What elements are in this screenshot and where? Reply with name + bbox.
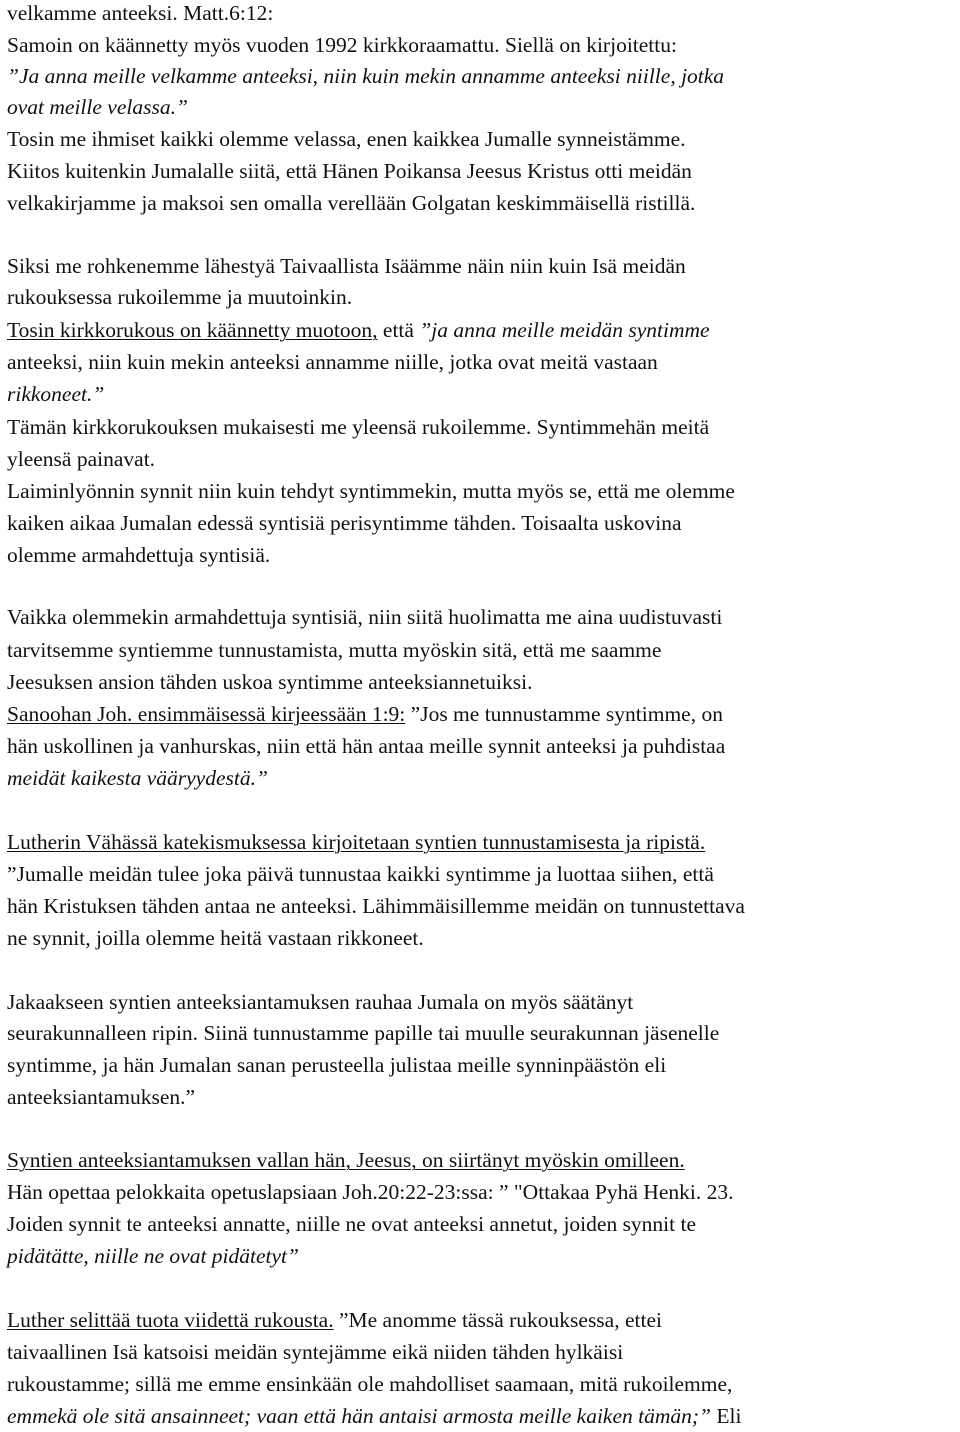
underlined-text: Lutherin Vähässä katekismuksessa kirjoitetaan syntien tunnustamisesta ja ripistä.: [7, 830, 706, 854]
quoted-text: emmekä ole sitä ansainneet; vaan että hän antaisi armosta meille kaiken tämän;”: [7, 1404, 711, 1428]
text-segment: Jeesuksen ansion tähden uskoa syntimme anteeksiannetuiksi.: [7, 670, 533, 694]
text-line: [7, 3, 273, 25]
text-segment: ”Me anomme tässä rukouksessa, ettei: [333, 1308, 662, 1332]
text-line: [7, 928, 424, 950]
text-line: [7, 1374, 732, 1396]
text-segment: Eli: [711, 1404, 742, 1428]
text-line: [7, 352, 658, 374]
text-line: [7, 1246, 299, 1268]
text-segment: Tämän kirkkorukouksen mukaisesti me yleensä rukoilemme. Syntimmehän meitä: [7, 415, 710, 439]
text-line: [7, 896, 745, 918]
text-line: [7, 1087, 195, 1109]
text-segment: tarvitsemme syntiemme tunnustamista, mutta myöskin sitä, että me saamme: [7, 638, 662, 662]
text-segment: Jakaakseen syntien anteeksiantamuksen rauhaa Jumala on myös säätänyt: [7, 990, 634, 1014]
text-segment: hän uskollinen ja vanhurskas, niin että hän antaa meille synnit anteeksi ja puhdistaa: [7, 734, 726, 758]
text-line: [7, 287, 352, 309]
text-segment: Vaikka olemmekin armahdettuja syntisiä, niin siitä huolimatta me aina uudistuvasti: [7, 605, 723, 629]
text-segment: rukoustamme; sillä me emme ensinkään ole mahdolliset saamaan, mitä rukoilemme,: [7, 1372, 733, 1396]
text-line: [7, 545, 270, 567]
text-line: [7, 256, 686, 278]
text-line: [7, 704, 723, 726]
text-line: [7, 35, 677, 57]
text-segment: Hän opettaa pelokkaita opetuslapsiaan Joh.20:22-23:ssa: ” "Ottakaa Pyhä Henki. 23.: [7, 1180, 734, 1204]
text-segment: Joiden synnit te anteeksi annatte, niille ne ovat anteeksi annetut, joiden synnit te: [7, 1212, 697, 1236]
text-line: [7, 129, 686, 151]
text-segment: velkakirjamme ja maksoi sen omalla verellään Golgatan keskimmäisellä ristillä.: [7, 191, 696, 215]
underlined-text: Luther selittää tuota viidettä rukousta.: [7, 1308, 334, 1332]
text-segment: kaiken aikaa Jumalan edessä syntisiä perisyntimme tähden. Toisaalta uskovina: [7, 511, 682, 535]
underlined-text: Tosin kirkkorukous on käännetty muotoon,: [7, 318, 378, 342]
text-segment: ”Jumalle meidän tulee joka päivä tunnustaa kaikki syntimme ja luottaa siihen, että: [7, 862, 714, 886]
underlined-text: Sanoohan Joh. ensimmäisessä kirjeessään 1:9:: [7, 702, 406, 726]
text-segment: ”Jos me tunnustamme syntimme, on: [405, 702, 723, 726]
text-segment: syntimme, ja hän Jumalan sanan perusteella julistaa meille synninpäästön eli: [7, 1053, 667, 1077]
text-segment: että: [377, 318, 420, 342]
quoted-text: ”Ja anna meille velkamme anteeksi, niin kuin mekin annamme anteeksi niille, jotka: [7, 64, 725, 88]
text-line: [7, 640, 661, 662]
text-line: [7, 1406, 741, 1428]
text-line: [7, 384, 104, 406]
text-line: [7, 97, 188, 119]
text-segment: Siksi me rohkenemme lähestyä Taivaallista Isäämme näin niin kuin Isä meidän: [7, 254, 686, 278]
text-line: [7, 161, 692, 183]
text-line: [7, 607, 722, 629]
text-segment: ne synnit, joilla olemme heitä vastaan rikkoneet.: [7, 926, 424, 950]
text-line: [7, 66, 724, 88]
text-line: [7, 193, 695, 215]
text-line: [7, 736, 725, 758]
text-segment: taivaallinen Isä katsoisi meidän syntejämme eikä niiden tähden hylkäisi: [7, 1340, 624, 1364]
text-line: [7, 672, 532, 694]
text-segment: Kiitos kuitenkin Jumalalle siitä, että Hänen Poikansa Jeesus Kristus otti meidän: [7, 159, 692, 183]
text-line: [7, 1023, 719, 1045]
text-segment: olemme armahdettuja syntisiä.: [7, 543, 271, 567]
text-line: [7, 417, 709, 439]
text-segment: hän Kristuksen tähden antaa ne anteeksi. Lähimmäisillemme meidän on tunnustettava: [7, 894, 745, 918]
text-line: [7, 1310, 662, 1332]
text-line: [7, 320, 710, 342]
quoted-text: meidät kaikesta vääryydestä.”: [7, 766, 268, 790]
document-page: [7, 0, 960, 1432]
text-segment: velkamme anteeksi. Matt.6:12:: [7, 1, 274, 25]
text-line: [7, 1182, 733, 1204]
quoted-text: ovat meille velassa.”: [7, 95, 188, 119]
text-segment: Tosin me ihmiset kaikki olemme velassa, enen kaikkea Jumalle synneistämme.: [7, 127, 686, 151]
text-line: [7, 1150, 685, 1172]
text-line: [7, 1055, 666, 1077]
text-line: [7, 449, 155, 471]
text-line: [7, 1342, 623, 1364]
text-line: [7, 864, 714, 886]
text-line: [7, 768, 268, 790]
text-segment: anteeksi, niin kuin mekin anteeksi annamme niille, jotka ovat meitä vastaan: [7, 350, 658, 374]
quoted-text: rikkoneet.”: [7, 382, 105, 406]
text-segment: anteeksiantamuksen.”: [7, 1085, 196, 1109]
text-segment: Laiminlyönnin synnit niin kuin tehdyt syntimmekin, mutta myös se, että me olemme: [7, 479, 735, 503]
quoted-text: pidätätte, niille ne ovat pidätetyt”: [7, 1244, 299, 1268]
text-line: [7, 992, 633, 1014]
text-segment: seurakunnalleen ripin. Siinä tunnustamme papille tai muulle seurakunnan jäsenelle: [7, 1021, 720, 1045]
text-segment: Samoin on käännetty myös vuoden 1992 kirkkoraamattu. Siellä on kirjoitettu:: [7, 33, 677, 57]
text-segment: rukouksessa rukoilemme ja muutoinkin.: [7, 285, 353, 309]
text-line: [7, 513, 682, 535]
quoted-text: ”ja anna meille meidän syntimme: [419, 318, 710, 342]
text-line: [7, 1214, 696, 1236]
underlined-text: Syntien anteeksiantamuksen vallan hän, Jeesus, on siirtänyt myöskin omilleen.: [7, 1148, 685, 1172]
text-line: [7, 832, 705, 854]
text-segment: yleensä painavat.: [7, 447, 156, 471]
text-line: [7, 481, 735, 503]
